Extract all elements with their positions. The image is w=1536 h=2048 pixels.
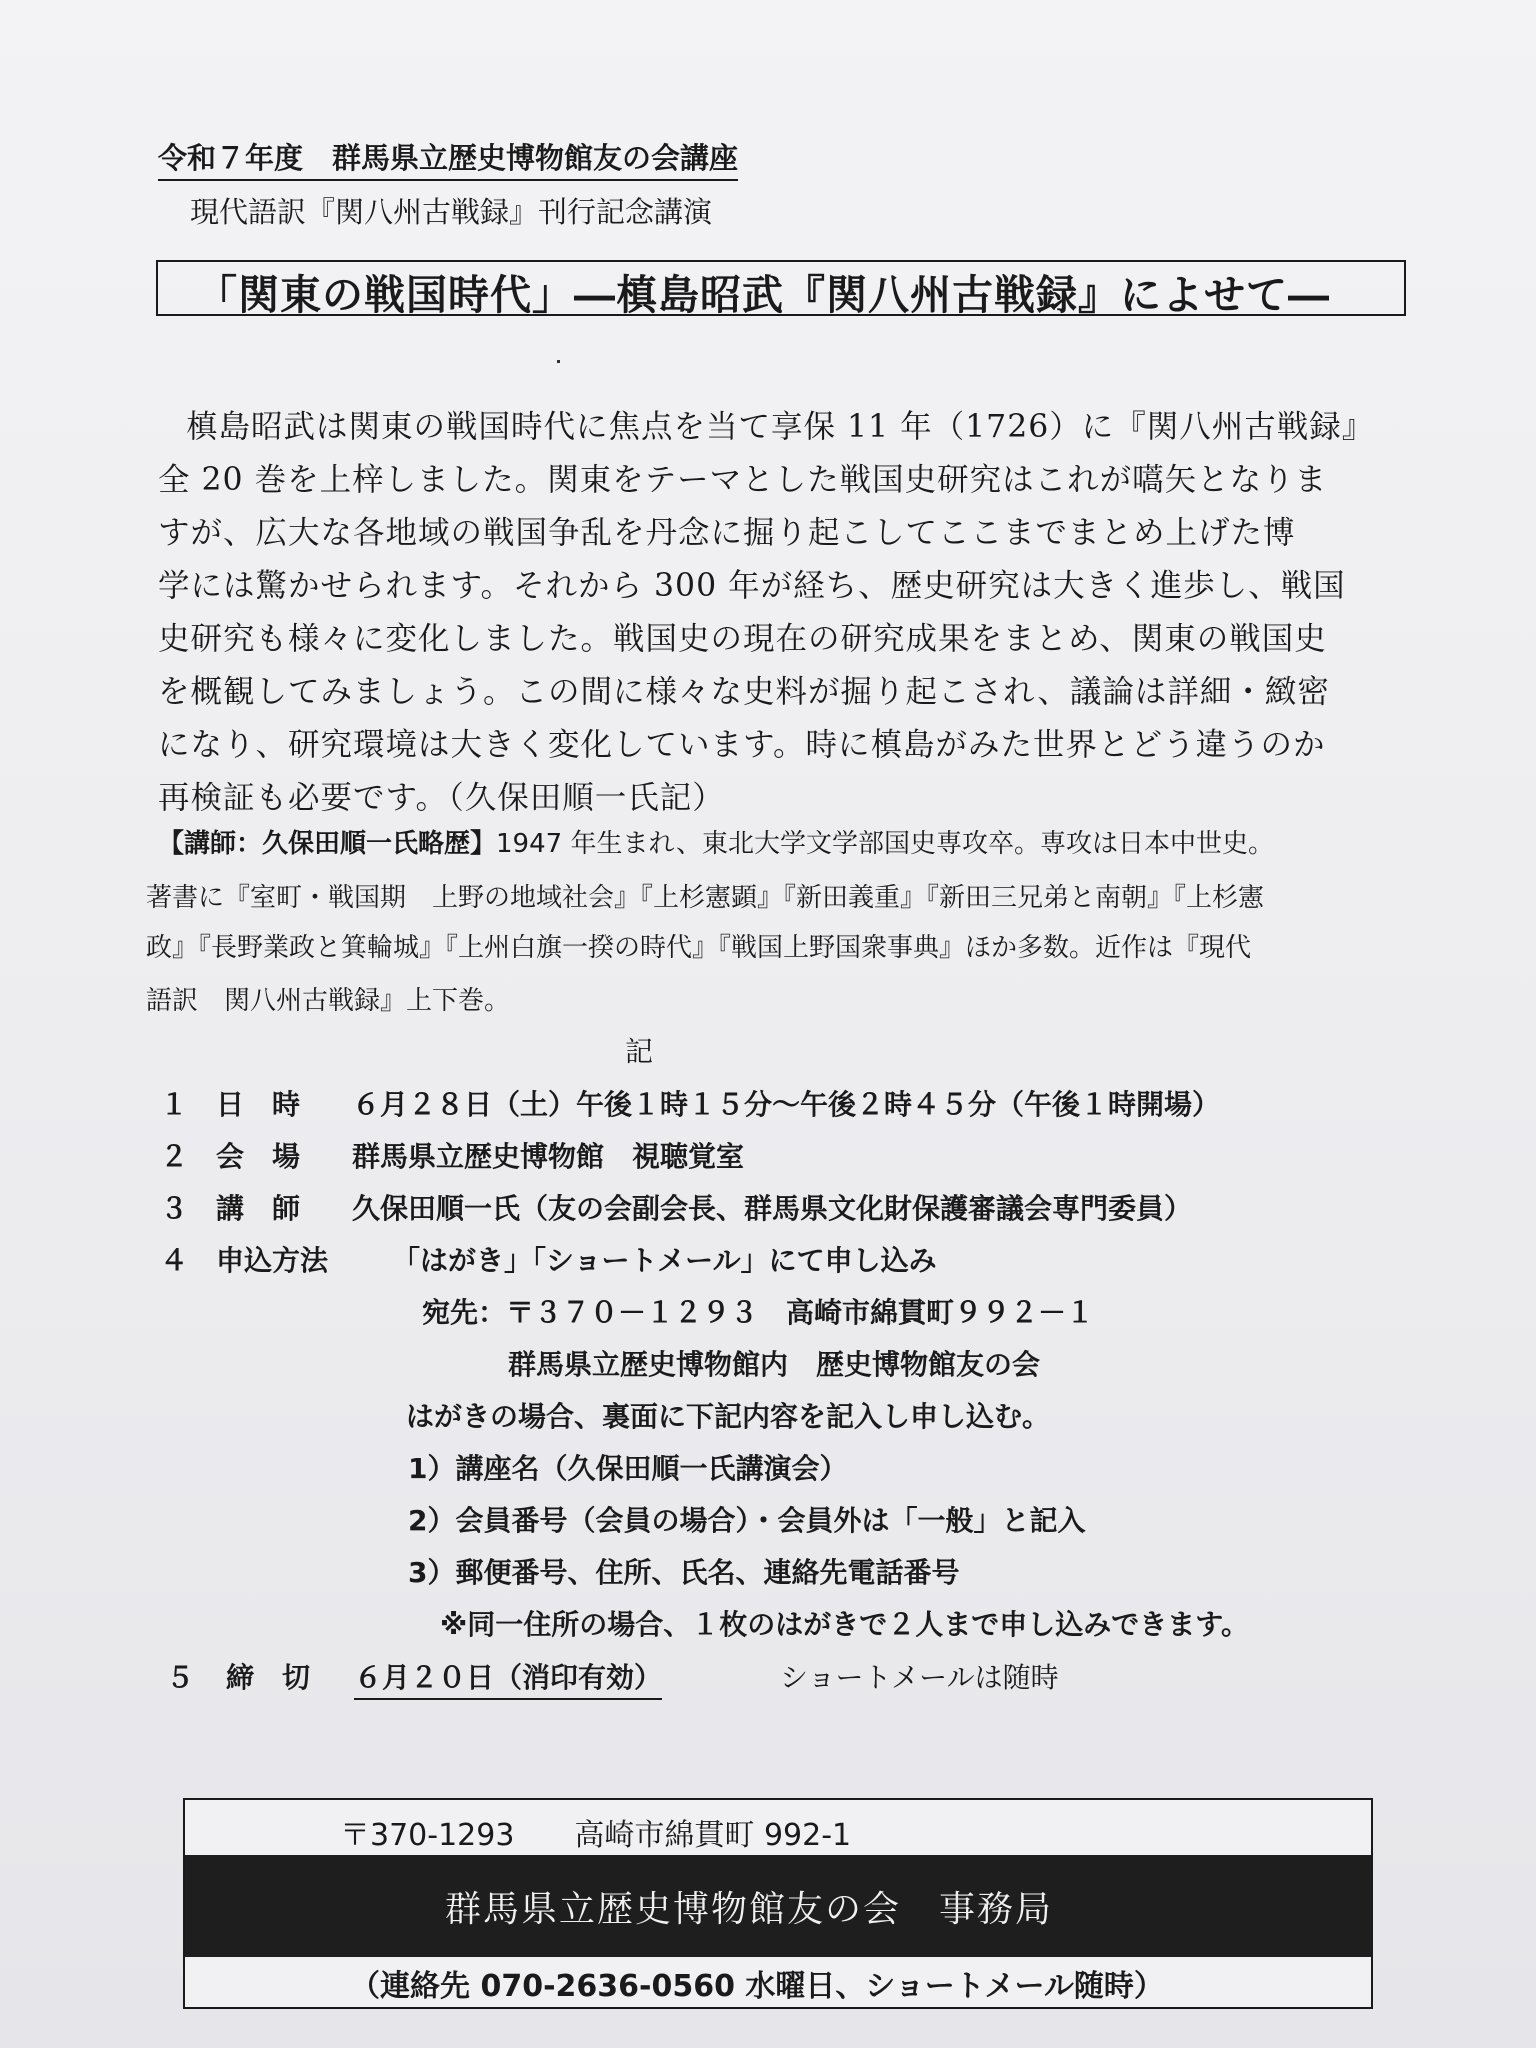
intro-line: 槙島昭武は関東の戦国時代に焦点を当て享保 11 年（1726）に『関八州古戦録』 — [186, 409, 1375, 445]
item-label: 講 師 — [216, 1192, 301, 1225]
postcard-field: 3）郵便番号、住所、氏名、連絡先電話番号 — [408, 1556, 960, 1589]
item-label: 締 切 — [226, 1661, 311, 1694]
footer-contact: （連絡先 070-2636-0560 水曜日、ショートメール随時） — [350, 1969, 1164, 2004]
venue-value: 群馬県立歴史博物館 視聴覚室 — [352, 1140, 745, 1173]
ki-heading: 記 — [625, 1035, 654, 1068]
item-label: 会 場 — [216, 1140, 301, 1173]
mailing-address: 宛先：〒３７０－１２９３ 高崎市綿貫町９９２－１ — [422, 1296, 1095, 1329]
lecturer-value: 久保田順一氏（友の会副会長、群馬県文化財保護審議会専門委員） — [352, 1192, 1193, 1225]
postcard-field: 2）会員番号（会員の場合）・会員外は「一般」と記入 — [408, 1504, 1086, 1537]
intro-line: 学には驚かせられます。それから 300 年が経ち、歴史研究は大きく進歩し、戦国 — [158, 568, 1346, 604]
course-heading: 令和７年度 群馬県立歴史博物館友の会講座 — [158, 136, 738, 181]
bio-line: 政』『長野業政と箕輪城』『上州白旗一揆の時代』『戦国上野国衆事典』ほか多数。近作は『現代 — [146, 933, 1252, 963]
postcard-field: 1）講座名（久保田順一氏講演会） — [408, 1452, 848, 1485]
deadline-note: ショートメールは随時 — [780, 1661, 1059, 1694]
item-number: ３ — [160, 1192, 189, 1225]
bio-text: 1947 年生まれ、東北大学文学部国史専攻卒。専攻は日本中世史。 — [496, 829, 1275, 859]
item-number: １ — [160, 1088, 189, 1121]
intro-line: を概観してみましょう。この間に様々な史料が掘り起こされ、議論は詳細・緻密 — [158, 674, 1330, 710]
intro-line: 史研究も様々に変化しました。戦国史の現在の研究成果をまとめ、関東の戦国史 — [158, 621, 1327, 657]
bio-line: 著書に『室町・戦国期 上野の地域社会』『上杉憲顕』『新田義重』『新田三兄弟と南朝』『上杉憲 — [146, 883, 1265, 913]
item-number: ２ — [160, 1140, 189, 1173]
deadline-value: ６月２０日（消印有効） — [354, 1656, 662, 1700]
intro-line: 全 20 巻を上梓しました。関東をテーマとした戦国史研究はこれが嚆矢となりま — [158, 462, 1328, 498]
bio-line: 語訳 関八州古戦録』上下巻。 — [146, 986, 511, 1016]
item-label: 日 時 — [216, 1088, 301, 1121]
mailing-recipient: 群馬県立歴史博物館内 歴史博物館友の会 — [508, 1348, 1041, 1381]
footer-address: 〒370-1293 高崎市綿貫町 992-1 — [340, 1818, 852, 1853]
application-method: 「はがき」「ショートメール」にて申し込み — [392, 1244, 937, 1277]
lecture-subheading: 現代語訳『関八州古戦録』刊行記念講演 — [190, 195, 713, 229]
postcard-note: ※同一住所の場合、１枚のはがきで２人まで申し込みできます。 — [440, 1608, 1249, 1641]
postcard-instruction: はがきの場合、裏面に下記内容を記入し申し込む。 — [406, 1400, 1051, 1433]
intro-line: すが、広大な各地域の戦国争乱を丹念に掘り起こしてここまでまとめ上げた博 — [158, 515, 1296, 551]
speck — [557, 360, 560, 363]
footer-organization: 群馬県立歴史博物館友の会 事務局 — [445, 1889, 1054, 1930]
bio-line — [158, 823, 1274, 860]
datetime-value: ６月２８日（土）午後１時１５分～午後２時４５分（午後１時開場） — [352, 1088, 1221, 1121]
intro-line: になり、研究環境は大きく変化しています。時に槙島がみた世界とどう違うのか — [158, 727, 1326, 763]
bio-label: 【講師：久保田順一氏略歴】 — [158, 829, 497, 859]
item-number: ５ — [166, 1661, 195, 1694]
intro-line: 再検証も必要です。（久保田順一氏記） — [158, 780, 725, 816]
lecture-title: 「関東の戦国時代」―槙島昭武『関八州古戦録』によせて― — [196, 271, 1330, 319]
item-label: 申込方法 — [216, 1244, 329, 1277]
item-number: ４ — [160, 1244, 189, 1277]
